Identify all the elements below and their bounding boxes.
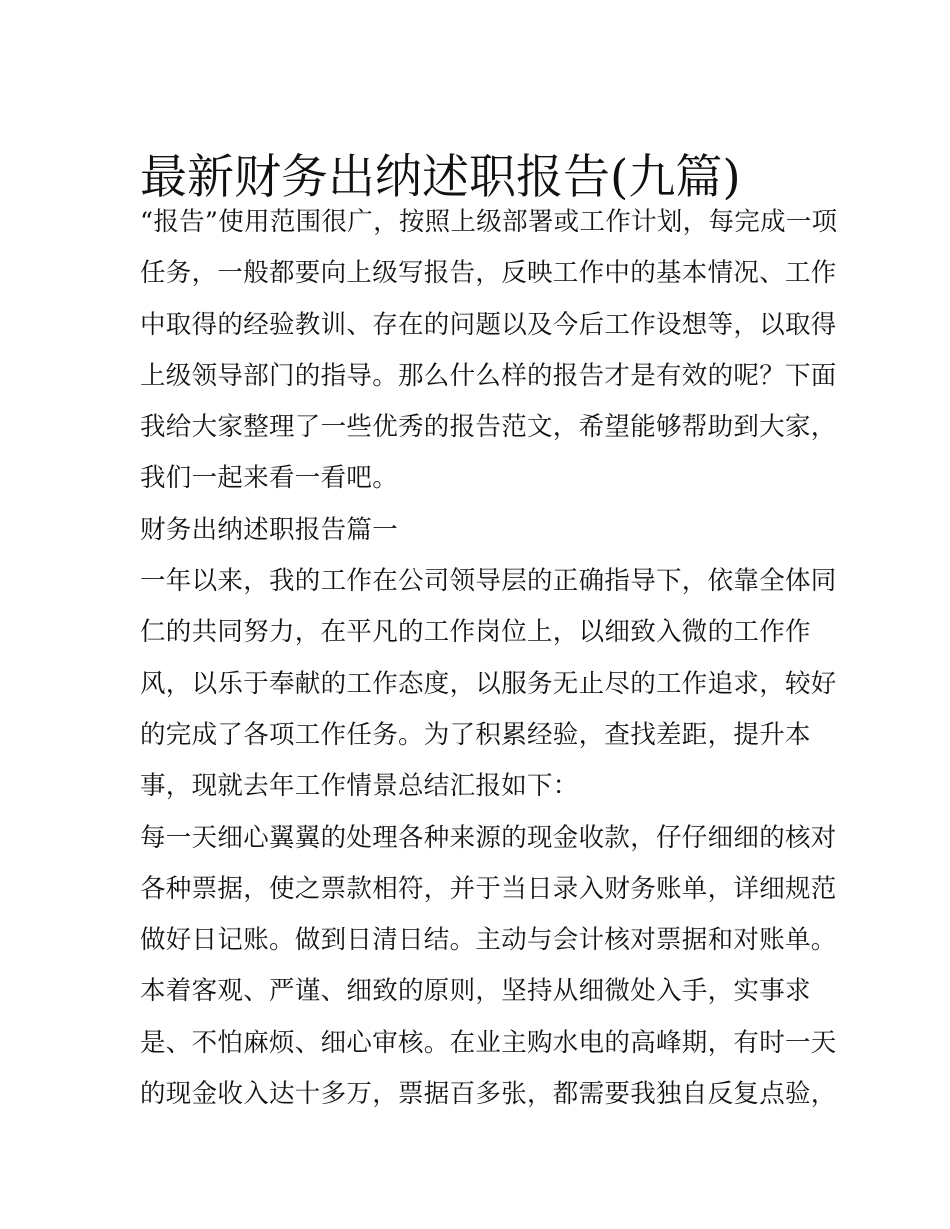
paragraph-line: 本着客观、严谨、细致的原则，坚持从细微处入手，实事求 xyxy=(140,976,811,1007)
paragraph-line: 事，现就去年工作情景总结汇报如下： xyxy=(140,771,579,802)
paragraph-line: 任务，一般都要向上级写报告，反映工作中的基本情况、工作 xyxy=(140,258,837,289)
paragraph-line: 是、不怕麻烦、细心审核。在业主购水电的高峰期，有时一天 xyxy=(140,1027,837,1058)
paragraph-line: 中取得的经验教训、存在的问题以及今后工作设想等，以取得 xyxy=(140,309,837,340)
paragraph-line: 做好日记账。做到日清日结。主动与会计核对票据和对账单。 xyxy=(140,925,837,956)
paragraph-line: 各种票据，使之票款相符，并于当日录入财务账单，详细规范 xyxy=(140,873,837,904)
paragraph-line: “报告”使用范围很广，按照上级部署或工作计划，每完成一项 xyxy=(140,207,838,237)
paragraph-line: 每一天细心翼翼的处理各种来源的现金收款，仔仔细细的核对 xyxy=(140,822,837,853)
paragraph-line: 的现金收入达十多万，票据百多张，都需要我独自反复点验， xyxy=(140,1079,837,1110)
paragraph-line: 我们一起来看一看吧。 xyxy=(140,463,399,494)
paragraph-line: 我给大家整理了一些优秀的报告范文，希望能够帮助到大家， xyxy=(140,412,837,443)
section-heading: 财务出纳述职报告篇一 xyxy=(140,514,399,545)
paragraph-line: 上级领导部门的指导。那么什么样的报告才是有效的呢？下面 xyxy=(140,360,837,391)
document-body xyxy=(140,197,838,1120)
paragraph-line: 的完成了各项工作任务。为了积累经验，查找差距，提升本 xyxy=(140,719,811,750)
paragraph-line: 风，以乐于奉献的工作态度，以服务无止尽的工作追求，较好 xyxy=(140,668,837,699)
paragraph-line: 仁的共同努力，在平凡的工作岗位上，以细致入微的工作作 xyxy=(140,617,811,648)
document-title: 最新财务出纳述职报告(九篇) xyxy=(140,150,741,206)
paragraph-line: 一年以来，我的工作在公司领导层的正确指导下，依靠全体同 xyxy=(140,566,837,597)
